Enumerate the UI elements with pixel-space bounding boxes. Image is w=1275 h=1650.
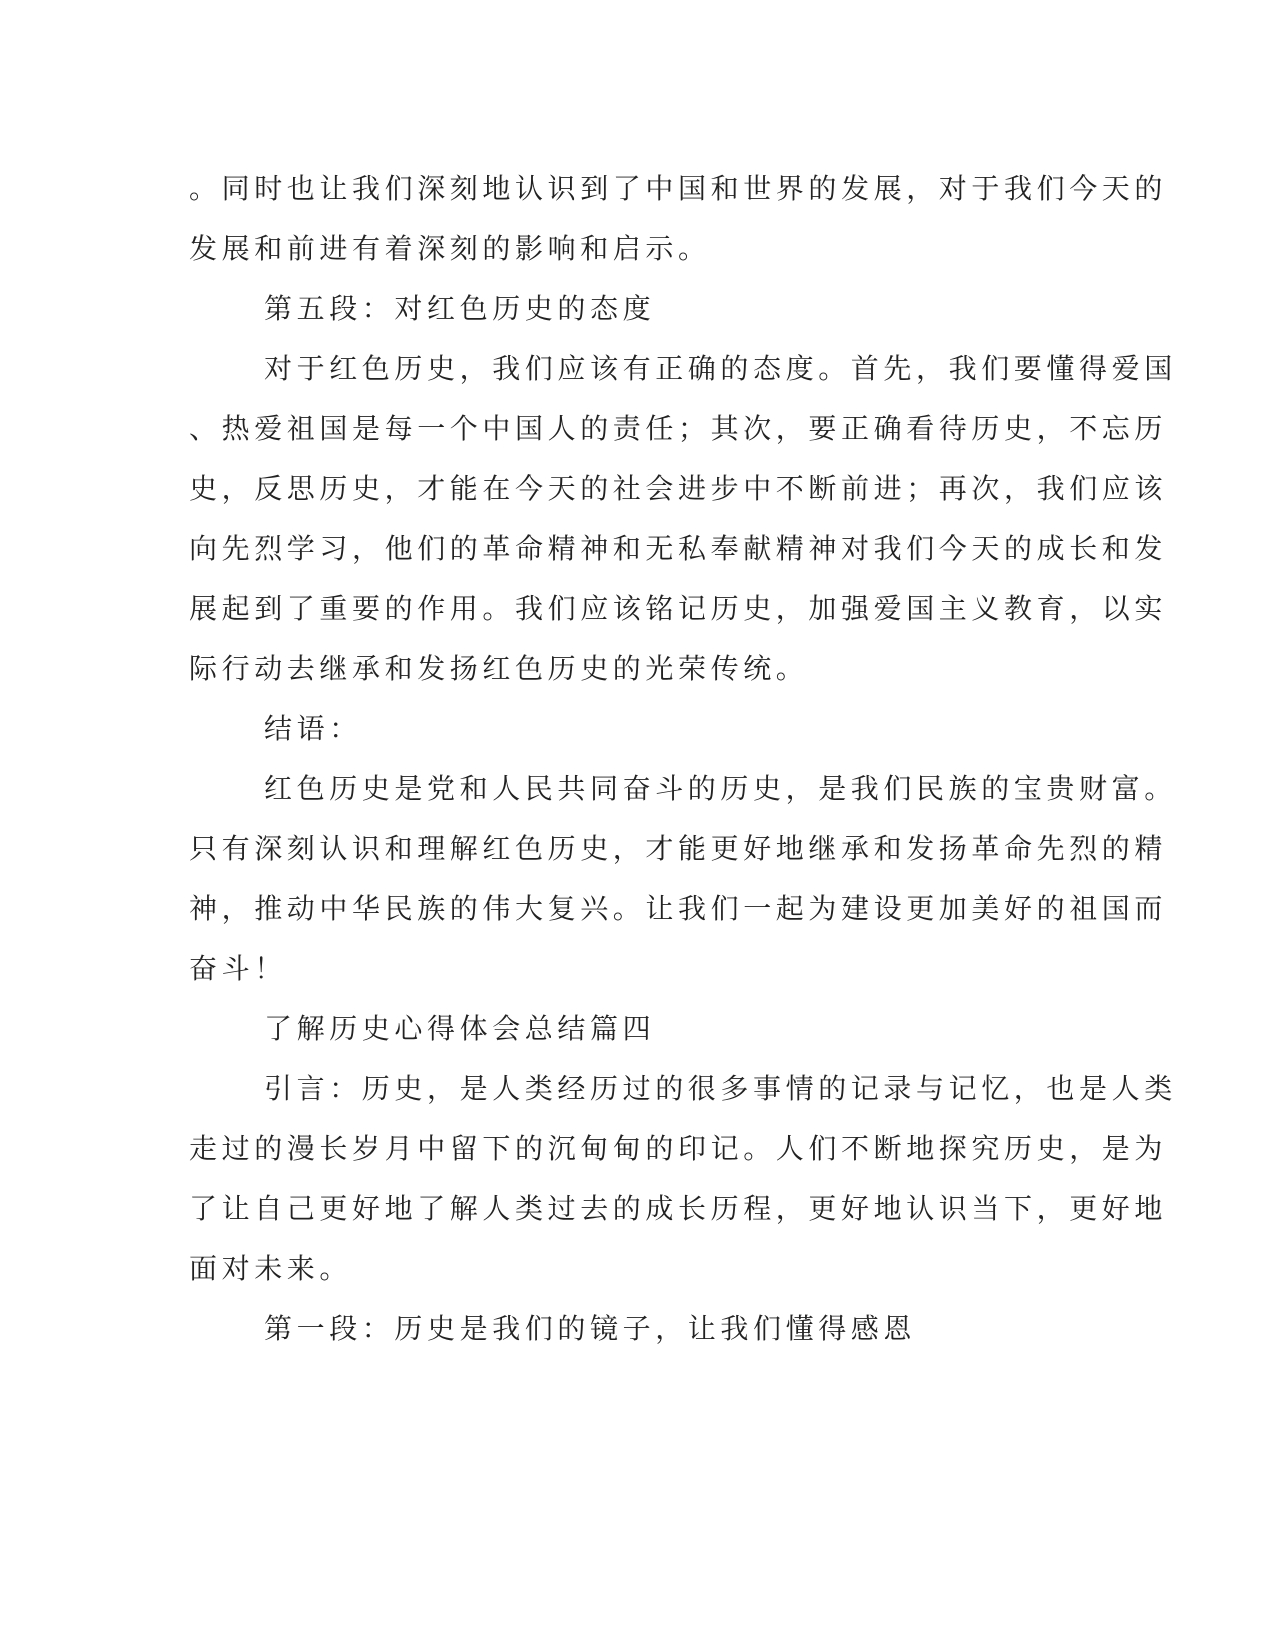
text-line-2: 发展和前进有着深刻的影响和启示。 [189,232,711,265]
text-line-11: 红色历史是党和人民共同奋斗的历史，是我们民族的宝贵财富。 [264,772,1177,805]
text-line-1: 。同时也让我们深刻地认识到了中国和世界的发展，对于我们今天的 [189,172,1168,205]
text-line-5: 、热爱祖国是每一个中国人的责任；其次，要正确看待历史，不忘历 [189,412,1168,445]
section-heading-5: 第五段：对红色历史的态度 [264,292,656,325]
text-line-9: 际行动去继承和发扬红色历史的光荣传统。 [189,652,809,685]
section-heading-1: 第一段：历史是我们的镜子，让我们懂得感恩 [264,1312,917,1345]
text-line-7: 向先烈学习，他们的革命精神和无私奉献精神对我们今天的成长和发 [189,532,1168,565]
conclusion-heading: 结语： [264,712,362,745]
text-line-19: 面对未来。 [189,1252,353,1285]
text-line-17: 走过的漫长岁月中留下的沉甸甸的印记。人们不断地探究历史，是为 [189,1132,1168,1165]
text-line-16: 引言：历史，是人类经历过的很多事情的记录与记忆，也是人类 [264,1072,1177,1105]
text-line-12: 只有深刻认识和理解红色历史，才能更好地继承和发扬革命先烈的精 [189,832,1168,865]
text-line-13: 神，推动中华民族的伟大复兴。让我们一起为建设更加美好的祖国而 [189,892,1168,925]
article-title-4: 了解历史心得体会总结篇四 [264,1012,656,1045]
text-line-6: 史，反思历史，才能在今天的社会进步中不断前进；再次，我们应该 [189,472,1168,505]
text-line-4: 对于红色历史，我们应该有正确的态度。首先，我们要懂得爱国 [264,352,1177,385]
text-line-14: 奋斗！ [189,952,287,985]
text-line-18: 了让自己更好地了解人类过去的成长历程，更好地认识当下，更好地 [189,1192,1168,1225]
text-line-8: 展起到了重要的作用。我们应该铭记历史，加强爱国主义教育，以实 [189,592,1168,625]
